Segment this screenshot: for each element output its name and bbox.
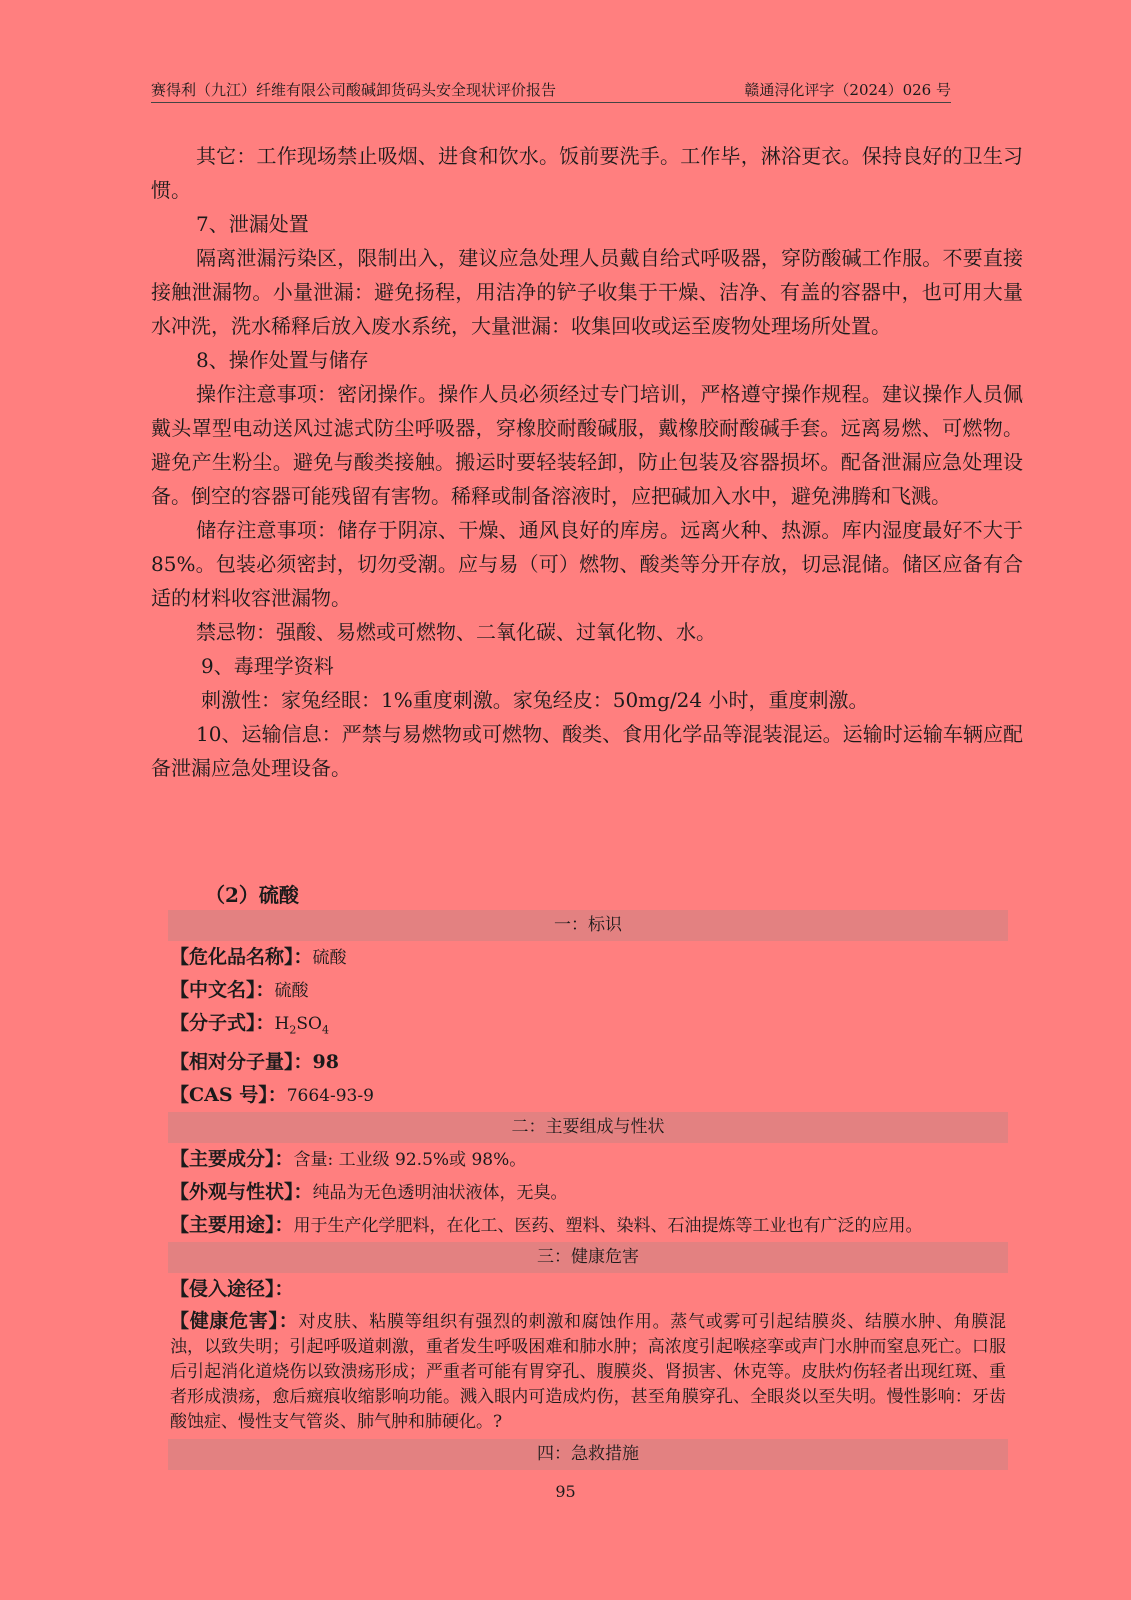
value-cas: 7664-93-9 bbox=[286, 1086, 374, 1107]
key-routes: 【侵入途径】： bbox=[170, 1278, 294, 1301]
paragraph-leak-handling: 隔离泄漏污染区，限制出入，建议应急处理人员戴自给式呼吸器，穿防酸碱工作服。不要直接接触泄漏物。小量泄漏：避免扬程，用洁净的铲子收集于干燥、洁净、有盖的容器中，也可用大量水冲洗，洗水稀释后放入废水系统，大量泄漏：收集回收或运至废物处理场所处置。 bbox=[151, 246, 1023, 338]
key-composition: 【主要成分】： bbox=[170, 1148, 294, 1171]
row-routes bbox=[168, 1273, 1008, 1306]
value-chinese-name: 硫酸 bbox=[274, 981, 309, 1001]
row-cas bbox=[168, 1079, 1008, 1112]
page-number: 95 bbox=[555, 1482, 576, 1501]
row-chemical-name bbox=[168, 941, 1008, 974]
heading-leak-handling: 7、泄漏处置 bbox=[196, 212, 309, 236]
band-health-hazards: 三：健康危害 bbox=[168, 1242, 1008, 1273]
row-formula bbox=[168, 1007, 1008, 1046]
value-health-hazard: 对皮肤、粘膜等组织有强烈的刺激和腐蚀作用。蒸气或雾可引起结膜炎、结膜水肿、角膜混浊，以致失明；引起呼吸道刺激，重者发生呼吸困难和肺水肿；高浓度引起喉痉挛或声门水肿而窒息死亡。口服后引起消化道烧伤以致溃疡形成；严重者可能有胃穿孔、腹膜炎、肾损害、休克等。皮肤灼伤轻者出现红斑、重者形成溃疡，愈后癍痕收缩影响功能。溅入眼内可造成灼伤，甚至角膜穿孔、全眼炎以至失明。慢性影响：牙齿酸蚀症、慢性支气管炎、肺气肿和肺硬化。? bbox=[170, 1312, 1006, 1433]
key-formula: 【分子式】： bbox=[170, 1012, 275, 1034]
body-text bbox=[151, 139, 1023, 785]
msds-table bbox=[168, 910, 1008, 1470]
value-chemical-name: 硫酸 bbox=[312, 948, 347, 968]
key-cas: 【CAS 号】： bbox=[170, 1084, 287, 1107]
row-uses bbox=[168, 1209, 1008, 1242]
value-appearance: 纯品为无色透明油状液体，无臭。 bbox=[312, 1183, 568, 1204]
heading-operation-storage: 8、操作处置与储存 bbox=[196, 348, 369, 372]
value-uses: 用于生产化学肥料，在化工、医药、塑料、染料、石油提炼等工业也有广泛的应用。 bbox=[293, 1216, 923, 1237]
section-title-sulfuric-acid: （2）硫酸 bbox=[205, 883, 299, 907]
value-composition: 含量: 工业级 92.5%或 98%。 bbox=[293, 1150, 527, 1171]
row-appearance bbox=[168, 1176, 1008, 1209]
paragraph-incompatibles: 禁忌物：强酸、易燃或可燃物、二氧化碳、过氧化物、水。 bbox=[196, 620, 716, 644]
row-chinese-name bbox=[168, 974, 1008, 1007]
band-composition: 二：主要组成与性状 bbox=[168, 1112, 1008, 1143]
paragraph-storage-notes: 储存注意事项：储存于阴凉、干燥、通风良好的库房。远离火种、热源。库内湿度最好不大于 85%。包装必须密封，切勿受潮。应与易（可）燃物、酸类等分开存放，切忌混储。储区应备有合适的材料收容泄漏物。 bbox=[151, 518, 1023, 610]
key-uses: 【主要用途】： bbox=[170, 1214, 294, 1237]
value-molecular-weight: 98 bbox=[312, 1051, 339, 1074]
paragraph-other: 其它：工作现场禁止吸烟、进食和饮水。饭前要洗手。工作毕，淋浴更衣。保持良好的卫生习惯。 bbox=[151, 144, 1023, 202]
key-health-hazard: 【健康危害】： bbox=[170, 1310, 299, 1333]
paragraph-operation-notes: 操作注意事项：密闭操作。操作人员必须经过专门培训，严格遵守操作规程。建议操作人员佩戴头罩型电动送风过滤式防尘呼吸器，穿橡胶耐酸碱服，戴橡胶耐酸碱手套。远离易燃、可燃物。避免产生粉尘。避免与酸类接触。搬运时要轻装轻卸，防止包装及容器损坏。配备泄漏应急处理设备。倒空的容器可能残留有害物。稀释或制备溶液时，应把碱加入水中，避免沸腾和飞溅。 bbox=[151, 382, 1023, 508]
value-formula: $H_2SO_4$ bbox=[274, 1014, 329, 1037]
page-header bbox=[151, 80, 951, 103]
key-chemical-name: 【危化品名称】： bbox=[170, 946, 313, 968]
row-composition bbox=[168, 1143, 1008, 1176]
key-molecular-weight: 【相对分子量】： bbox=[170, 1051, 313, 1074]
band-first-aid: 四：急救措施 bbox=[168, 1439, 1008, 1470]
heading-toxicology: 9、毒理学资料 bbox=[201, 654, 334, 678]
band-identification: 一：标识 bbox=[168, 910, 1008, 941]
row-health-hazard bbox=[168, 1306, 1008, 1439]
key-appearance: 【外观与性状】： bbox=[170, 1181, 313, 1204]
key-chinese-name: 【中文名】： bbox=[170, 979, 275, 1001]
header-report-title: 赛得利（九江）纤维有限公司酸碱卸货码头安全现状评价报告 bbox=[151, 81, 557, 99]
paragraph-transport: 10、运输信息：严禁与易燃物或可燃物、酸类、食用化学品等混装混运。运输时运输车辆应配备泄漏应急处理设备。 bbox=[151, 722, 1023, 780]
row-molecular-weight bbox=[168, 1046, 1008, 1079]
header-report-number: 赣通浔化评字（2024）026 号 bbox=[744, 81, 951, 99]
paragraph-toxicology: 刺激性：家兔经眼：1%重度刺激。家兔经皮：50mg/24 小时，重度刺激。 bbox=[201, 688, 869, 712]
